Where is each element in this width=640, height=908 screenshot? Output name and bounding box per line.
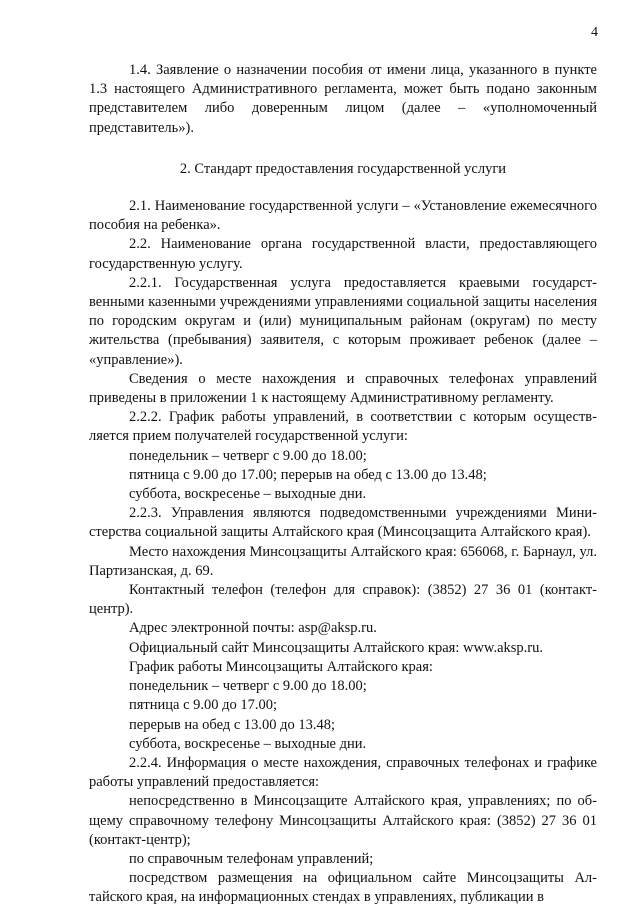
paragraph-2-2-3: 2.2.3. Управления являются подведомственными учреждениями Министерства социальной защиты Алтайского края (Минсоцзащита Алтайского края). (89, 505, 597, 541)
paragraph-2-2: 2.2. Наименование органа государственной власти, предоставляющего государственную услугу. (89, 236, 597, 272)
schedule-line: пятница с 9.00 до 17.00; (129, 697, 278, 714)
schedule-line: суббота, воскресенье – выходные дни. (129, 735, 367, 752)
info-phones-line: по справочным телефонам управлений; (129, 850, 374, 867)
schedule-line: перерыв на обед с 13.00 до 13.48; (129, 716, 336, 733)
paragraph-2-2-1: 2.2.1. Государственная услуга предоставляется краевыми государственными казенными учреждениями управлениями социальной защиты населения по городским округам и (или) муниципальным районам (округам) по месту жительства (пребывания) заявителя, с которым проживает ребенок (далее – «управление»). (89, 274, 597, 368)
website-line: Официальный сайт Минсоцзащиты Алтайского края: www.aksp.ru. (129, 639, 543, 656)
schedule-line: понедельник – четверг с 9.00 до 18.00; (129, 447, 367, 464)
schedule-line: пятница с 9.00 до 17.00; перерыв на обед с 13.00 до 13.48; (129, 466, 487, 483)
email-line: Адрес электронной почты: asp@aksp.ru. (129, 620, 377, 637)
paragraph-2-2-2: 2.2.2. График работы управлений, в соответствии с которым осуществляется прием получателей государственной услуги: (89, 409, 597, 445)
document-body (89, 61, 597, 908)
paragraph-info-website: посредством размещения на официальном сайте Минсоцзащиты Алтайского края, на информационных стендах в управлениях, публикации в (89, 870, 597, 906)
paragraph-1-4: 1.4. Заявление о назначении пособия от имени лица, указанного в пункте 1.3 настоящего Административного регламента, может быть подано законным представителем либо доверенным лицом (далее – «уполномоченный представитель»). (89, 62, 597, 136)
section-heading: 2. Стандарт предоставления государственной услуги (179, 160, 507, 177)
schedule-line: суббота, воскресенье – выходные дни. (129, 486, 367, 503)
paragraph-phone: Контактный телефон (телефон для справок): (3852) 27 36 01 (контакт-центр). (89, 582, 597, 618)
paragraph-office-info: Сведения о месте нахождения и справочных телефонах управлений приведены в приложении 1 к настоящему Административному регламенту. (89, 370, 597, 407)
ministry-schedule-title: График работы Минсоцзащиты Алтайского края: (129, 658, 433, 675)
schedule-line: понедельник – четверг с 9.00 до 18.00; (129, 678, 367, 695)
paragraph-info-direct: непосредственно в Минсоцзащите Алтайского края, управлениях; по общему справочному телефону Минсоцзащиты Алтайского края: (3852) 27 36 01 (контакт-центр); (89, 793, 597, 848)
page-number: 4 (591, 25, 598, 40)
paragraph-address: Место нахождения Минсоцзащиты Алтайского края: 656068, г. Барнаул, ул. Партизанская, д. 69. (89, 543, 597, 579)
paragraph-2-2-4: 2.2.4. Информация о месте нахождения, справочных телефонах и графике работы управлений предоставляется: (89, 754, 597, 791)
paragraph-2-1: 2.1. Наименование государственной услуги – «Установление ежемесячного пособия на ребенка». (89, 198, 597, 234)
